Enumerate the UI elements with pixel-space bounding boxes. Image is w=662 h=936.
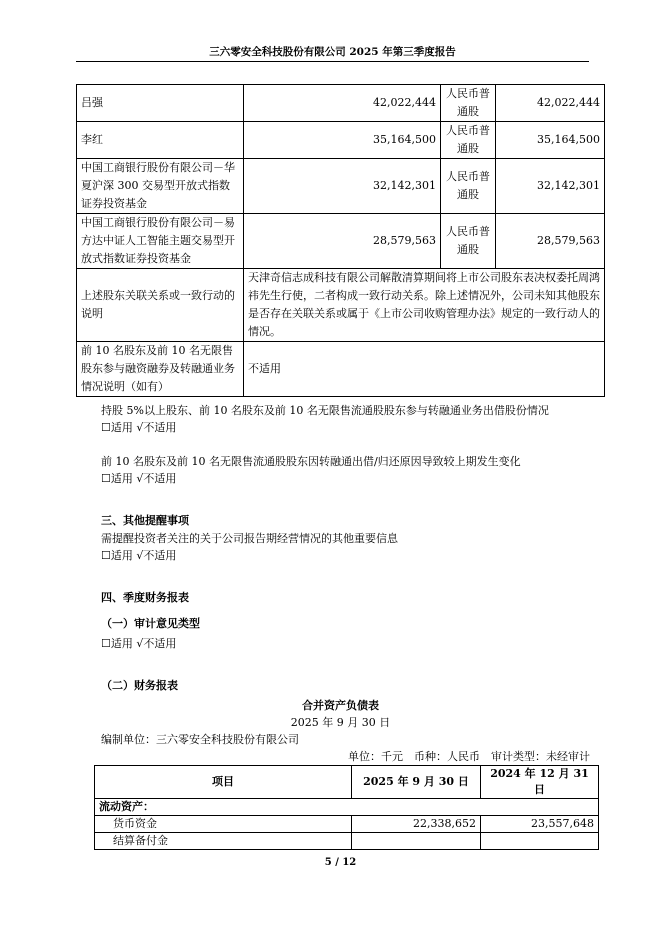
shares-held: 32,142,301: [244, 159, 441, 214]
share-count: 28,579,563: [496, 214, 605, 269]
share-count: 42,022,444: [496, 85, 605, 122]
page-header: 三六零安全科技股份有限公司 2025 年第三季度报告: [209, 46, 456, 58]
share-type: 人民币普通股: [441, 159, 496, 214]
change-disclosure-text: 前 10 名股东及前 10 名无限售流通股股东因转融通出借/归还原因导致较上期发生变化: [101, 455, 521, 468]
change-disclosure-choice: ☐适用 √不适用: [101, 472, 177, 485]
unit-info: 单位：千元 币种：人民币 审计类型：未经审计: [348, 750, 590, 763]
margin-trading-label: 前 10 名股东及前 10 名无限售股东参与融资融券及转融通业务情况说明（如有）: [77, 342, 244, 397]
table-row: [77, 269, 605, 342]
table-row: [77, 342, 605, 397]
share-count: 32,142,301: [496, 159, 605, 214]
shares-held: 35,164,500: [244, 122, 441, 159]
table-row: [95, 799, 599, 816]
section-three-title: 三、其他提醒事项: [101, 514, 189, 527]
shares-held: 28,579,563: [244, 214, 441, 269]
section-four-title: 四、季度财务报表: [101, 591, 189, 604]
table-row: [95, 833, 599, 850]
column-header: 2025 年 9 月 30 日: [352, 766, 481, 799]
preparer: 编制单位：三六零安全科技股份有限公司: [101, 733, 299, 746]
share-count: 35,164,500: [496, 122, 605, 159]
header-rule: [76, 61, 589, 62]
table-row: [77, 214, 605, 269]
section-three-text: 需提醒投资者关注的关于公司报告期经营情况的其他重要信息: [101, 532, 398, 545]
column-header: 2024 年 12 月 31 日: [481, 766, 599, 799]
shareholder-name: 吕强: [77, 85, 244, 122]
shareholder-name: 中国工商银行股份有限公司－易方达中证人工智能主题交易型开放式指数证券投资基金: [77, 214, 244, 269]
shares-held: 42,022,444: [244, 85, 441, 122]
table-row: [77, 159, 605, 214]
margin-trading-text: 不适用: [244, 342, 605, 397]
line-item: 货币资金: [95, 816, 352, 833]
shareholder-table: [76, 84, 605, 397]
balance-sheet-date: 2025 年 9 月 30 日: [290, 716, 391, 729]
share-type: 人民币普通股: [441, 214, 496, 269]
financial-statements-title: （二）财务报表: [101, 679, 178, 692]
relation-label: 上述股东关联关系或一致行动的说明: [77, 269, 244, 342]
lending-disclosure-text: 持股 5%以上股东、前 10 名股东及前 10 名无限售流通股股东参与转融通业务出借股份情况: [101, 404, 549, 417]
audit-opinion-title: （一）审计意见类型: [101, 617, 200, 630]
table-row: [77, 85, 605, 122]
table-header-row: [95, 766, 599, 799]
table-row: [77, 122, 605, 159]
value-current: 22,338,652: [352, 816, 481, 833]
shareholder-name: 中国工商银行股份有限公司－华夏沪深 300 交易型开放式指数证券投资基金: [77, 159, 244, 214]
value-current: [352, 833, 481, 850]
line-item: 结算备付金: [95, 833, 352, 850]
shareholder-name: 李红: [77, 122, 244, 159]
table-row: [95, 816, 599, 833]
balance-sheet-table: [94, 765, 599, 850]
share-type: 人民币普通股: [441, 122, 496, 159]
section-three-choice: ☐适用 √不适用: [101, 549, 177, 562]
audit-opinion-choice: ☐适用 √不适用: [101, 637, 177, 650]
share-type: 人民币普通股: [441, 85, 496, 122]
value-prior: 23,557,648: [481, 816, 599, 833]
column-header: 项目: [95, 766, 352, 799]
balance-sheet-title: 合并资产负债表: [302, 699, 379, 712]
section-label: 流动资产：: [95, 799, 599, 816]
lending-disclosure-choice: ☐适用 √不适用: [101, 421, 177, 434]
relation-text: 天津奇信志成科技有限公司解散清算期间将上市公司股东表决权委托周鸿祎先生行使，二者构成一致行动关系。除上述情况外，公司未知其他股东是否存在关联关系或属于《上市公司收购管理办法》规定的一致行动人的情况。: [244, 269, 605, 342]
value-prior: [481, 833, 599, 850]
page-number: 5 / 12: [324, 857, 357, 868]
